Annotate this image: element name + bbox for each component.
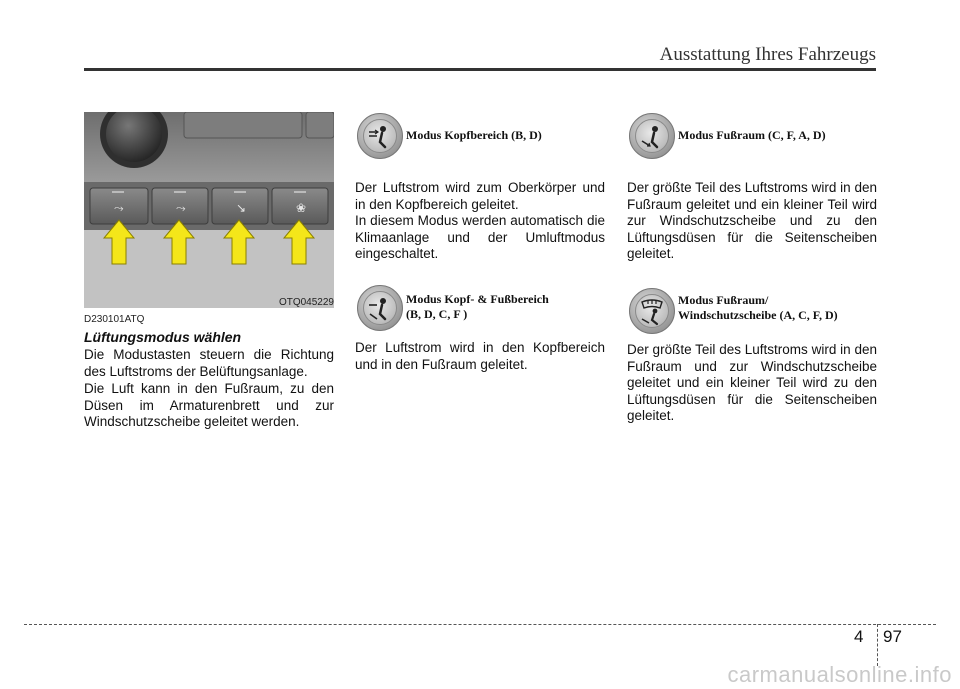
page-number: 97 [883, 627, 902, 646]
mode-title-line: Modus Fußraum/ [678, 293, 769, 307]
section-paragraph: Die Modustasten steuern die Richtung des Luftstroms der Belüftungsanlage. [84, 347, 334, 379]
airflow-face-feet-icon [364, 292, 396, 324]
mode-icon [629, 113, 675, 159]
airflow-feet-defrost-icon [636, 295, 668, 327]
mode-icon [629, 288, 675, 334]
mode-title-line: Modus Kopf- & Fußbereich [406, 292, 549, 306]
page-number-divider [877, 624, 878, 666]
mode-icon [357, 285, 403, 331]
header-rule [84, 68, 876, 71]
mode-title-line: Windschutzscheibe (A, C, F, D) [678, 308, 838, 322]
footer-divider [24, 624, 936, 625]
mode-title-line: Modus Fußraum (C, F, A, D) [678, 128, 826, 142]
section-title: Lüftungsmodus wählen [84, 329, 242, 345]
control-panel-photo [84, 112, 334, 308]
watermark: carmanualsonline.info [727, 662, 952, 687]
chapter-number: 4 [854, 627, 864, 646]
mode-title-line: (B, D, C, F ) [406, 307, 468, 321]
mode-icon [357, 113, 403, 159]
header-title: Ausstattung Ihres Fahrzeugs [659, 44, 876, 65]
section-code: D230101ATQ [84, 314, 145, 325]
mode-paragraph: Der Luftstrom wird zum Oberkörper und in den Kopfbereich geleitet. [355, 180, 605, 212]
svg-text:⤳: ⤳ [176, 201, 186, 215]
section-paragraph: Die Luft kann in den Fußraum, zu den Düsen im Armaturenbrett und zur Windschutzscheibe geleitet werden. [84, 381, 334, 429]
airflow-face-icon [364, 120, 396, 152]
svg-text:⤳: ⤳ [114, 201, 124, 215]
figure-code: OTQ045229 [278, 297, 334, 308]
mode-paragraph: Der Luftstrom wird in den Kopfbereich und in den Fußraum geleitet. [355, 340, 605, 372]
mode-paragraph: Der größte Teil des Luftstroms wird in den Fußraum geleitet und ein kleiner Teil wird zur Windschutzscheibe und zu den Lüftungsdüsen für die Seitenscheiben geleitet. [627, 180, 877, 261]
airflow-feet-icon [636, 120, 668, 152]
mode-paragraph: In diesem Modus werden automatisch die Klimaanlage und der Umluftmodus eingeschaltet. [355, 213, 605, 261]
svg-text:↘: ↘ [236, 201, 247, 215]
mode-paragraph: Der größte Teil des Luftstroms wird in den Fußraum und zur Windschutzscheibe geleitet und ein kleiner Teil wird zu den Lüftungsdüsen für die Seitenscheiben geleitet. [627, 342, 877, 423]
svg-text:❀: ❀ [296, 201, 307, 215]
mode-title-line: Modus Kopfbereich (B, D) [406, 128, 542, 142]
